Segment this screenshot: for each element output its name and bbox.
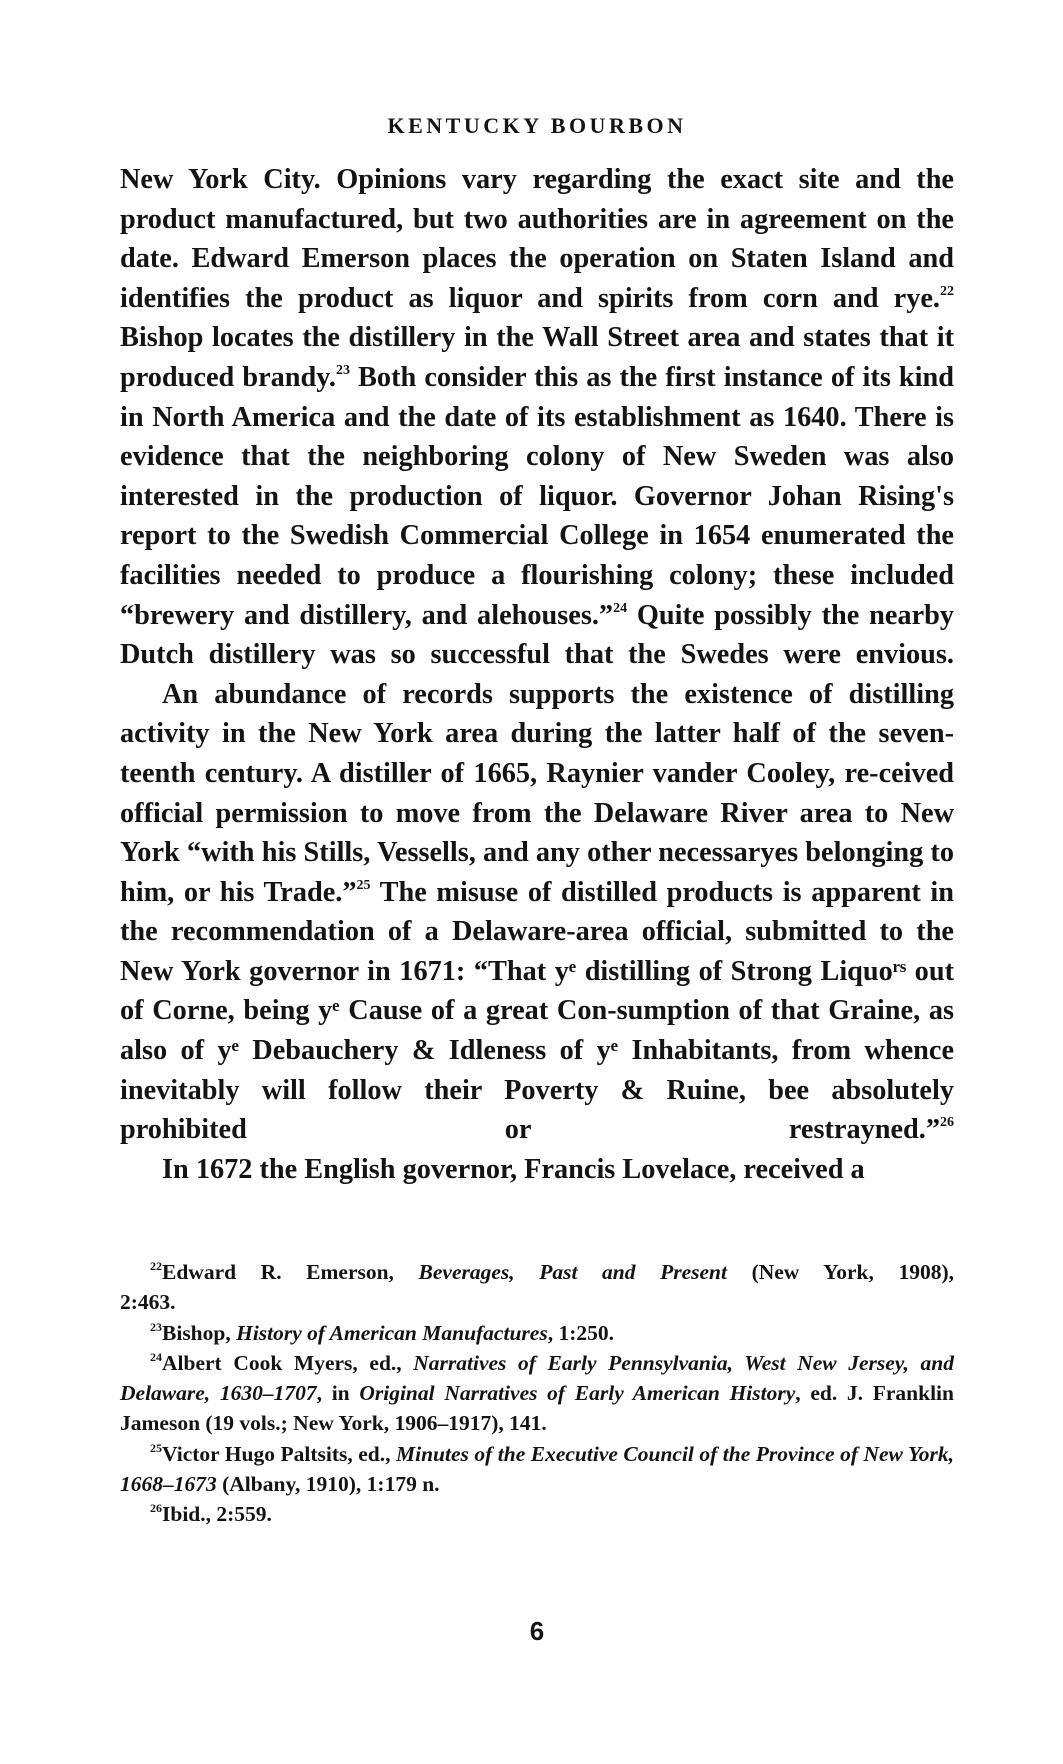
footnote-ref-23[interactable]: 23 <box>335 362 350 378</box>
footnote-25: $^{25}$Victor Hugo Paltsits, ed., Minutes of the Executive Council of the Province of New York, 1668–1673 (Albany, 1910), 1:179 n. <box>120 1440 954 1497</box>
footnote-23: $^{23}$Bishop, History of American Manufactures, 1:250. <box>150 1319 614 1345</box>
page-number: 6 <box>529 1616 545 1646</box>
footnote-22: $^{22}$Edward R. Emerson, Beverages, Past and Present (New York, 1908), <box>150 1259 955 1284</box>
footnote-22-continued: 2:463. <box>120 1290 176 1315</box>
paragraph-3: In 1672 the English governor, Francis Lovelace, received a <box>162 1153 865 1185</box>
footnote-ref-22[interactable]: 22 <box>940 283 954 299</box>
footnote-26: $^{26}$Ibid., 2:559. <box>150 1501 272 1527</box>
running-head: KENTUCKY BOURBON <box>387 113 687 138</box>
book-page <box>120 0 954 1764</box>
footnote-24: $^{24}$Albert Cook Myers, ed., Narratives of Early Pennsylvania, West New Jersey, and Delaware, 1630–1707, in Original Narratives of Early American History, ed. J. Franklin Jameson (19 vols.; New York, 1906–1917), 141. <box>120 1349 954 1436</box>
paragraph-2: An abundance of records supports the existence of distilling activity in the New York area during the latter half of the seven-teenth century. A distiller of 1665, Raynier vander Cooley, re-ceived official permission to move from the Delaware River area to New York “with his Stills, Vessells, and any other necessaryes belonging to him, or his Trade.”$^{25}$ The misuse of distilled products is apparent in the recommendation of a Delaware-area official, submitted to the New York governor in 1671: “That yᵉ distilling of Strong Liquoʳˢ out of Corne, being yᵉ Cause of a great Con-sumption of that Graine, as also of yᵉ Debauchery & Idleness of yᵉ Inhabitants, from whence inevitably will follow their Poverty & Ruine, bee absolutely prohibited or restrayned.”$^{26}$ <box>120 678 955 1146</box>
footnotes <box>120 1257 954 1530</box>
footnote-ref-24[interactable]: 24 <box>613 600 628 616</box>
footnote-ref-26[interactable]: 26 <box>940 1115 954 1131</box>
paragraph-1: New York City. Opinions vary regarding the exact site and the product manufactured, but two authorities are in agreement on the date. Edward Emerson places the operation on Staten Island and identifies the product as liquor and spirits from corn and rye.$^{22}$ Bishop locates the distillery in the Wall Street area and states that it produced brandy.$^{23}$ Both consider this as the first instance of its kind in North America and the date of its establishment as 1640. There is evidence that the neighboring colony of New Sweden was also interested in the production of liquor. Governor Johan Rising's report to the Swedish Commercial College in 1654 enumerated the facilities needed to produce a flourishing colony; these included “brewery and distillery, and alehouses.”$^{24}$ Quite possibly the nearby Dutch distillery was so successful that the Swedes were envious. <box>120 164 955 671</box>
footnote-ref-25[interactable]: 25 <box>356 877 371 893</box>
body-text <box>120 160 954 1189</box>
